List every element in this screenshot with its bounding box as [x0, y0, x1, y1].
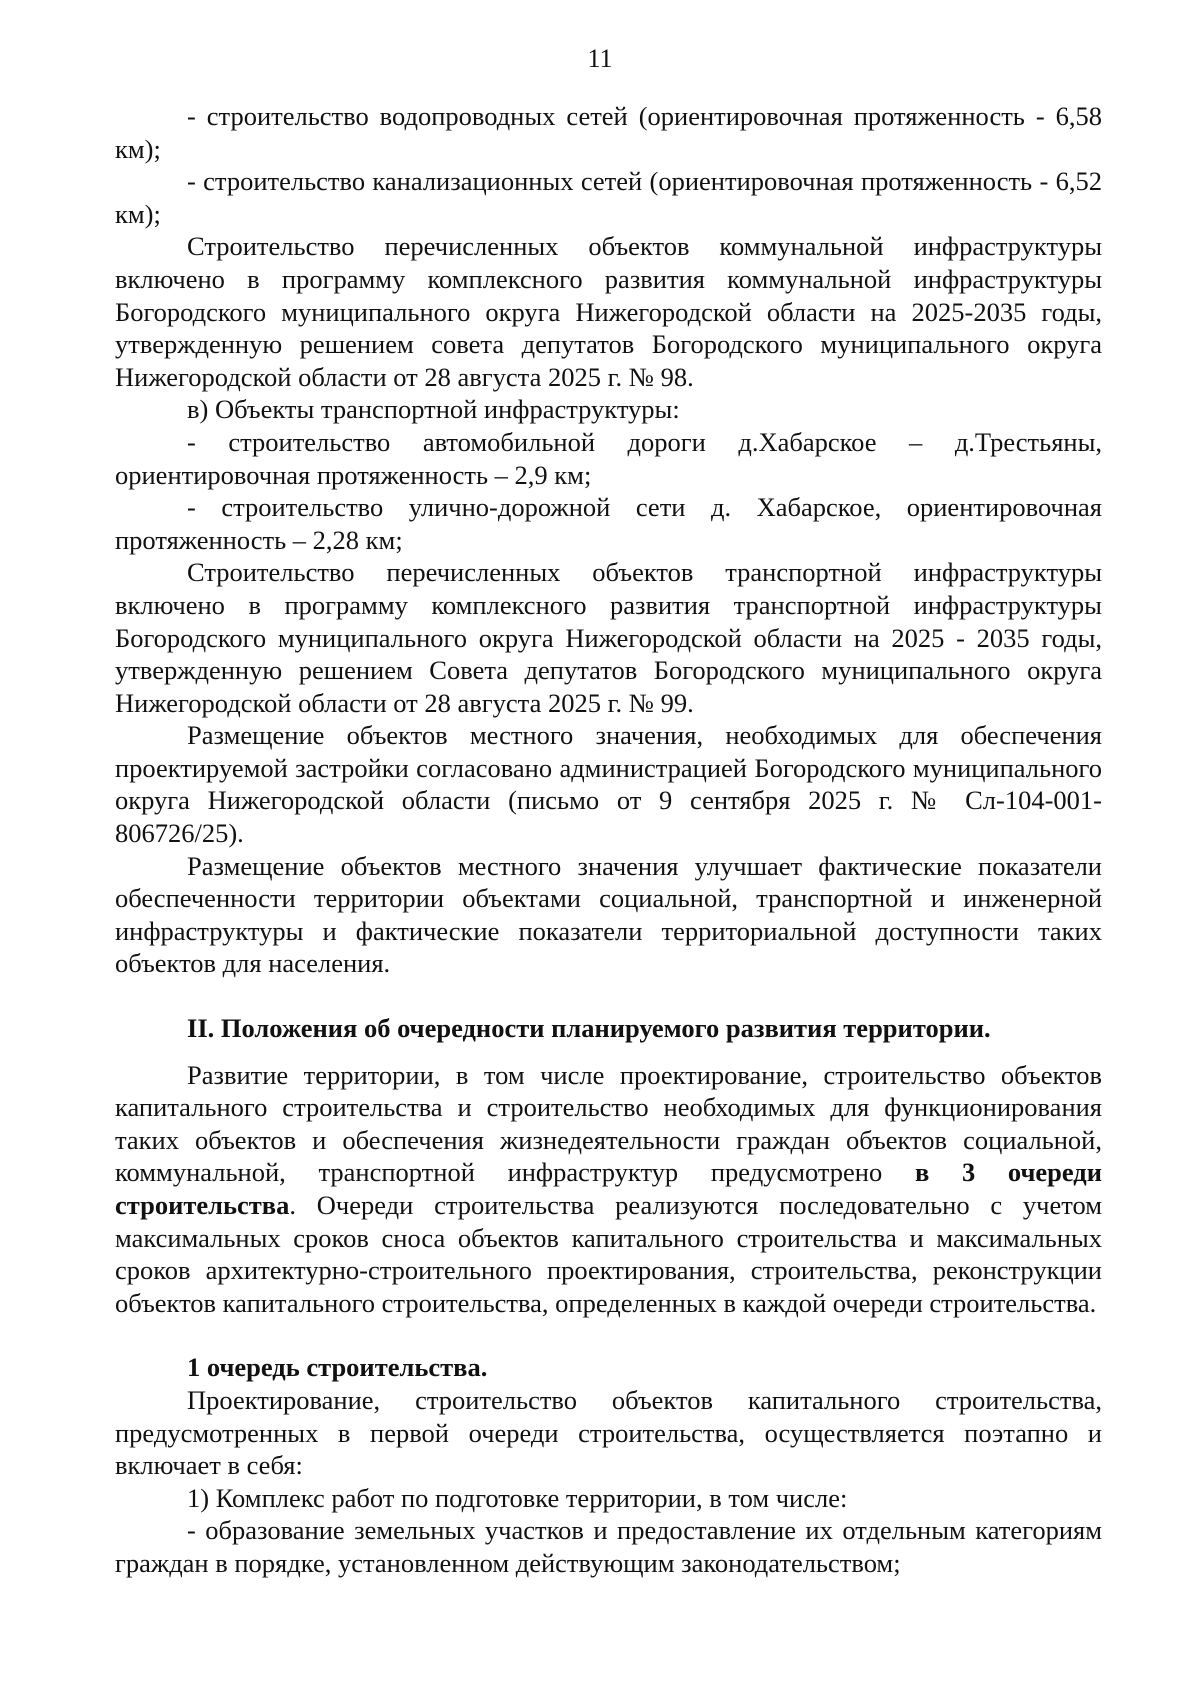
heading-spacer	[115, 1045, 1102, 1059]
paragraph-road-construction: - строительство автомобильной дороги д.Хабарское – д.Трестьяны, ориентировочная протяженность – 2,9 км;	[115, 426, 1102, 490]
paragraph-placement-improves: Размещение объектов местного значения улучшает фактические показатели обеспеченности территории объектами социальной, транспортной и инженерной инфраструктуры и фактические показатели территориальной доступности таких объектов для населения.	[115, 850, 1102, 979]
paragraph-communal-program: Строительство перечисленных объектов коммунальной инфраструктуры включено в программу комплексного развития коммунальной инфраструктуры Богородского муниципального округа Нижегородской области на 2025-2035 годы, утвержденную решением совета депутатов Богородского муниципального округа Нижегородской области от 28 августа 2025 г. № 98.	[115, 231, 1102, 392]
paragraph-street-network: - строительство улично-дорожной сети д. Хабарское, ориентировочная протяженность – 2,28 км;	[115, 492, 1102, 555]
paragraph-water-networks: - строительство водопроводных сетей (ориентировочная протяженность - 6,58 км);	[115, 101, 1102, 164]
section-spacer	[115, 980, 1102, 1012]
section-spacer-2	[115, 1319, 1102, 1351]
paragraph-placement-agreed: Размещение объектов местного значения, необходимых для обеспечения проектируемой застройки согласовано администрацией Богородского муниципального округа Нижегородской области (письмо от 9 сентября 2025 г. № Сл-104-001-806726/25).	[115, 720, 1102, 849]
paragraph-transport-heading: в) Объекты транспортной инфраструктуры:	[187, 394, 680, 425]
paragraph-stage-1-design: Проектирование, строительство объектов капитального строительства, предусмотренных в первой очереди строительства, осуществляется поэтапно и включает в себя:	[115, 1384, 1102, 1481]
text-before-bold: Развитие территории, в том числе проектирование, строительство объектов капитального строительства и строительство необходимых для функционирования таких объектов и обеспечения жизнедеятельности граждан объектов социальной, коммунальной, транспортной инфраструктур предусмотрено	[115, 1059, 1102, 1188]
section-2-heading: II. Положения об очередности планируемого развития территории.	[187, 1013, 991, 1044]
paragraph-development-stages	[115, 1059, 1102, 1320]
bold-stages-count: в 3 очереди строительства	[115, 1157, 1102, 1220]
paragraph-sewer-networks: - строительство канализационных сетей (ориентировочная протяженность - 6,52 км);	[115, 166, 1102, 229]
page-number: 11	[587, 44, 613, 73]
paragraph-land-plots: - образование земельных участков и предоставление их отдельным категориям граждан в порядке, установленном действующим законодательством;	[115, 1515, 1102, 1578]
stage-1-heading: 1 очередь строительства.	[187, 1352, 488, 1383]
text-after-bold: . Очереди строительства реализуются последовательно с учетом максимальных сроков сноса объектов капитального строительства и максимальных сроков архитектурно-строительного проектирования, строительства, реконструкции объектов капитального строительства, определенных в каждой очереди строительства.	[115, 1190, 1102, 1318]
document-body	[115, 100, 1102, 1580]
paragraph-transport-program: Строительство перечисленных объектов транспортной инфраструктуры включено в программу комплексного развития транспортной инфраструктуры Богородского муниципального округа Нижегородской области на 2025 - 2035 годы, утвержденную решением Совета депутатов Богородского муниципального округа Нижегородской области от 28 августа 2025 г. № 99.	[115, 557, 1102, 718]
paragraph-stage-1-works: 1) Комплекс работ по подготовке территории, в том числе:	[187, 1482, 848, 1513]
